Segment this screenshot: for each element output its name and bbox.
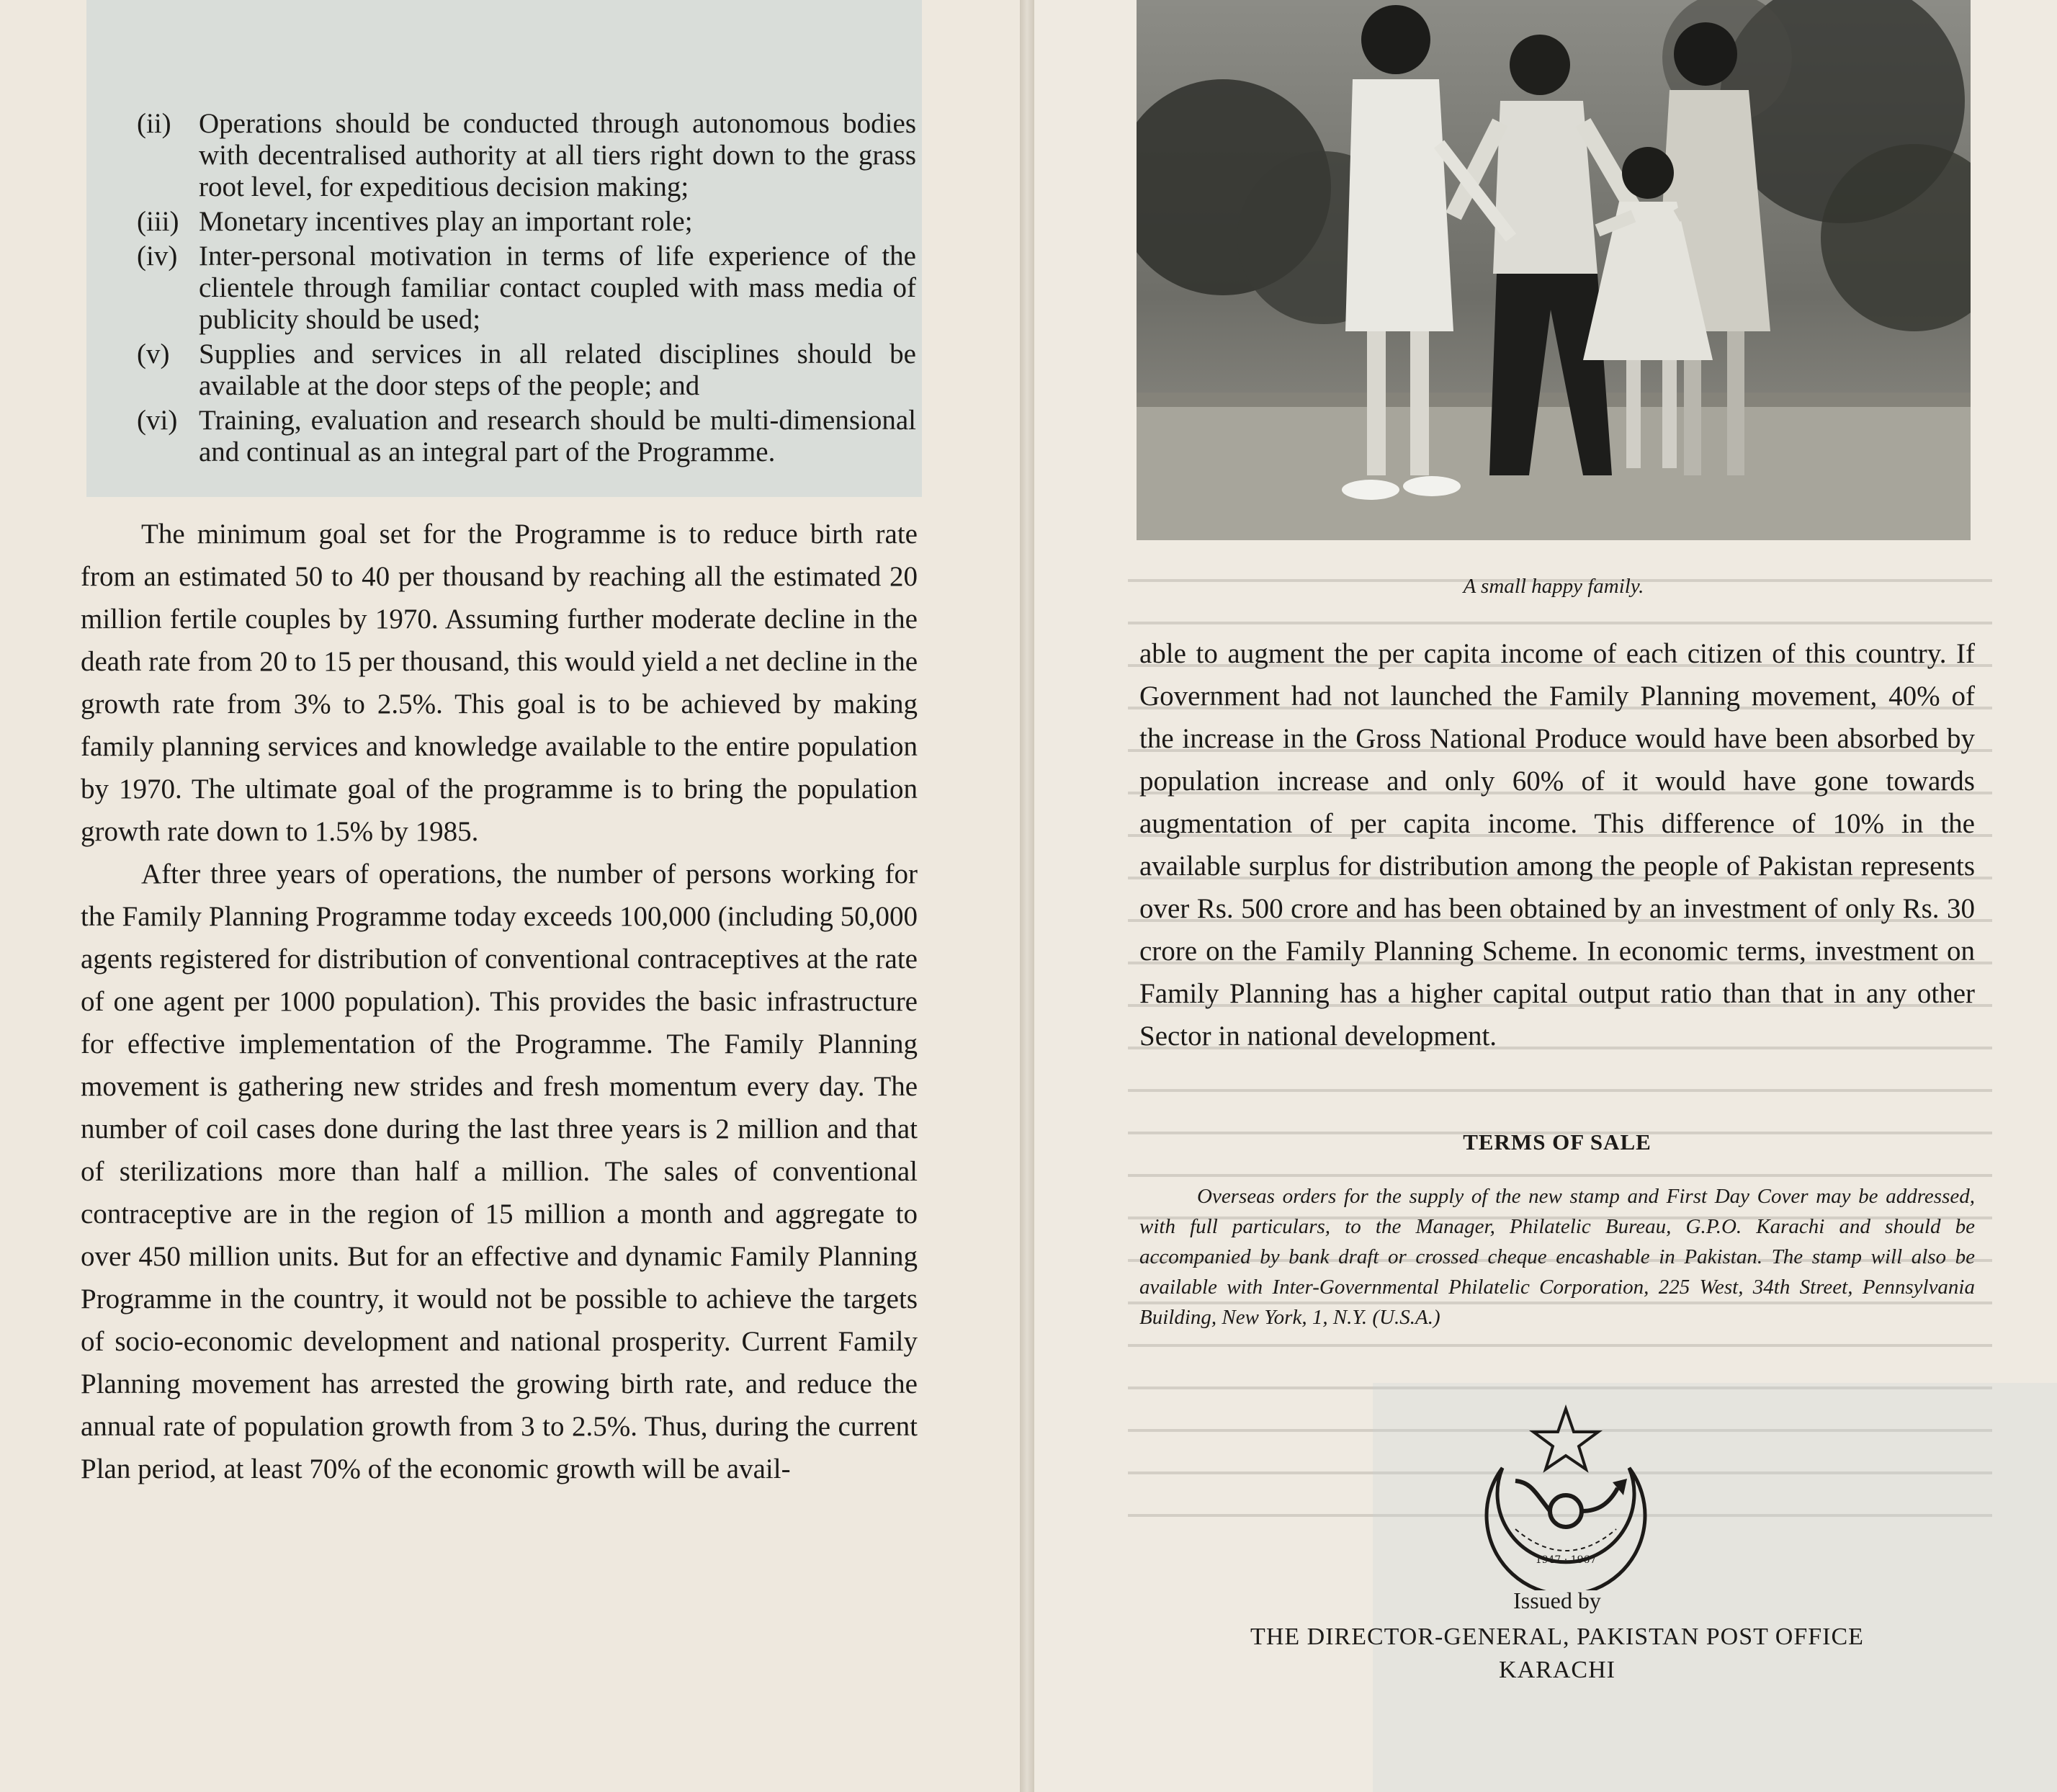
post-office-emblem xyxy=(1465,1403,1667,1590)
right-body-text xyxy=(1139,632,1975,1057)
list-text: Training, evaluation and research should be multi-dimensional and continual as an integral part of the Programme. xyxy=(199,405,916,467)
left-body-text xyxy=(81,513,918,1490)
list-text: Supplies and services in all related disciplines should be available at the door steps of the people; and xyxy=(199,339,916,401)
family-photo-illustration xyxy=(1137,0,1971,540)
list-item xyxy=(137,405,916,468)
photo-caption: A small happy family. xyxy=(1463,575,1644,598)
left-page xyxy=(0,0,1020,1792)
book-gutter xyxy=(1020,0,1034,1792)
paragraph-goal: The minimum goal set for the Programme is to reduce birth rate from an estimated 50 to 40 per thousand by reaching all the estimated 20 million fertile couples by 1970. Assuming further moderate decline in the death rate from 20 to 15 per thousand, this would yield a net decline in the growth rate from 3% to 2.5%. This goal is to be achieved by making family planning services and knowledge available to the entire population by 1970. The ultimate goal of the programme is to bring the population growth rate down to 1.5% by 1985. xyxy=(81,519,918,847)
terms-of-sale-heading: TERMS OF SALE xyxy=(1463,1129,1652,1155)
list-number: (ii) xyxy=(137,108,171,139)
list-text: Monetary incentives play an important role; xyxy=(199,206,693,237)
list-text: Operations should be conducted through autonomous bodies with decentralised authority at all tiers right down to the grass root level, for expeditious decision making; xyxy=(199,108,916,202)
issuer-title: THE DIRECTOR-GENERAL, PAKISTAN POST OFFICE xyxy=(1250,1623,1864,1650)
issuer-block xyxy=(1139,1621,1975,1687)
list-text: Inter-personal motivation in terms of life experience of the clientele through familiar contact coupled with mass media of publicity should be used; xyxy=(199,241,916,335)
list-item xyxy=(137,241,916,336)
family-photo xyxy=(1137,0,1971,540)
right-page xyxy=(1034,0,2057,1792)
list-item xyxy=(137,339,916,402)
list-item xyxy=(137,206,916,238)
list-number: (vi) xyxy=(137,405,178,436)
post-horn-crescent-icon xyxy=(1465,1403,1667,1590)
issued-by-label: Issued by xyxy=(1513,1587,1601,1613)
terms-of-sale-text: Overseas orders for the supply of the new stamp and First Day Cover may be addressed, with full particulars, to the Manager, Philatelic Bureau, G.P.O. Karachi and should be accompanied by bank draft or crossed cheque encashable in Pakistan. The stamp will also be available with Inter-Governmental Philatelic Corporation, 225 West, 34th Street, Pennsylvania Building, New York, 1, N.Y. (U.S.A.) xyxy=(1139,1185,1975,1329)
paragraph-operations: After three years of operations, the number of persons working for the Family Planning Programme today exceeds 100,000 (including 50,000 agents registered for distribution of conventional contraceptives at the rate of one agent per 1000 population). This provides the basic infrastructure for effective implementation of the Programme. The Family Planning movement is gathering new strides and fresh momentum every day. The number of coil cases done during the last three years is 2 million and that of sterilizations more than half a million. The sales of conventional contraceptive are in the region of 15 million a month and aggregate to over 450 million units. But for an effective and dynamic Family Planning Programme in the country, it would not be possible to achieve the targets of socio-economic development and national prosperity. Current Family Planning movement has arrested the growing birth rate, and reduce the annual rate of population growth from 3 to 2.5%. Thus, during the current Plan period, at least 70% of the economic growth will be avail- xyxy=(81,859,918,1484)
list-number: (iv) xyxy=(137,241,178,272)
issuer-city: KARACHI xyxy=(1499,1657,1615,1683)
list-number: (iii) xyxy=(137,206,179,237)
objectives-list xyxy=(137,108,916,471)
emblem-year-text: 1947 · 1967 xyxy=(1535,1554,1597,1566)
list-item xyxy=(137,108,916,203)
list-number: (v) xyxy=(137,339,170,369)
paragraph-income: able to augment the per capita income of each citizen of this country. If Government had not launched the Family Planning movement, 40% of the increase in the Gross National Produce would have been absorbed by population increase and only 60% of it would have gone towards augmentation of per capita income. This difference of 10% in the available surplus for distribution among the people of Pakistan represents over Rs. 500 crore and has been obtained by an investment of only Rs. 30 crore on the Family Planning Scheme. In economic terms, investment on Family Planning has a higher capital output ratio than that in any other Sector in national development. xyxy=(1139,638,1975,1052)
